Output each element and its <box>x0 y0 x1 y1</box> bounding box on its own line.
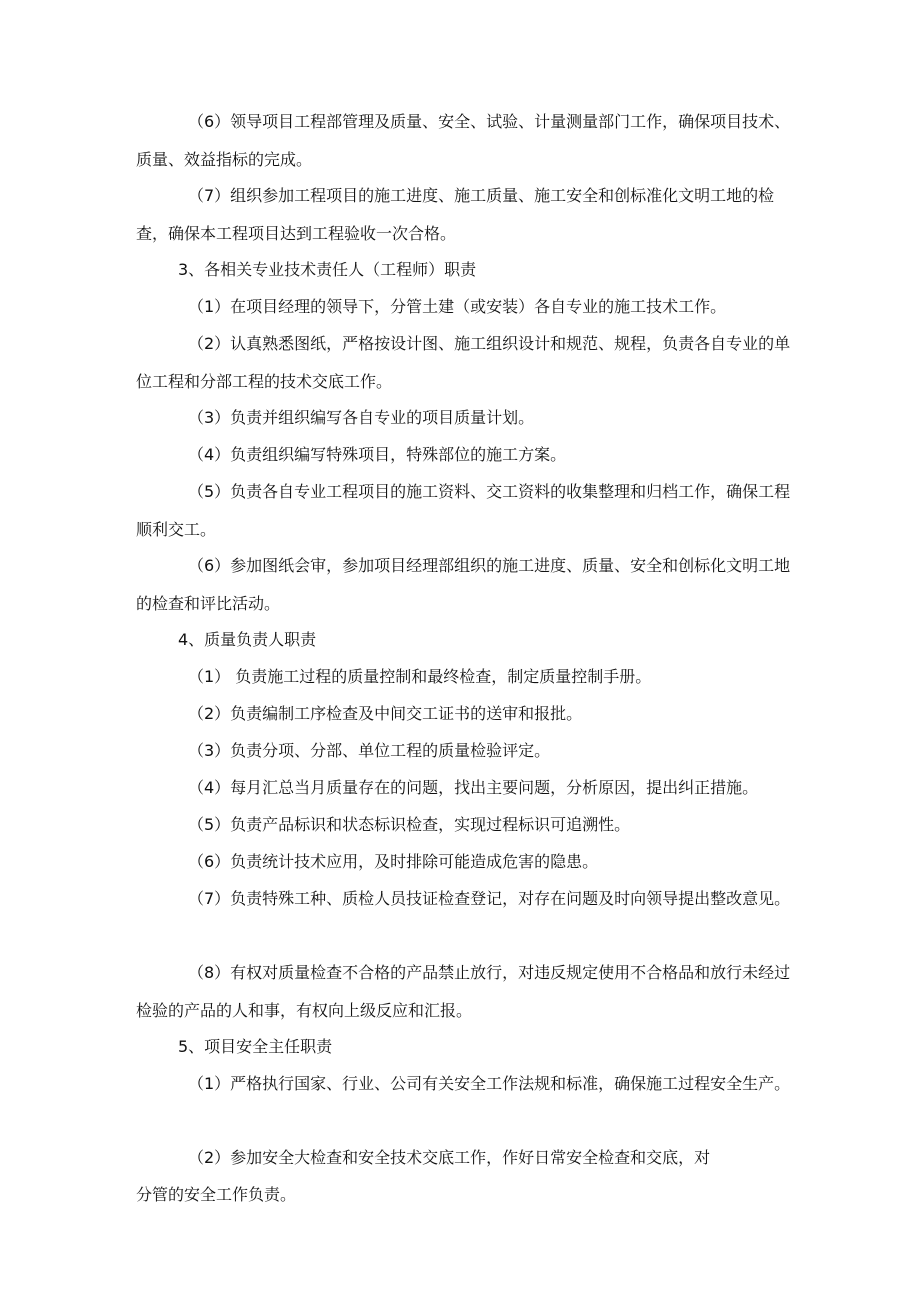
paragraph-5-1: （1）严格执行国家、行业、公司有关安全工作法规和标准，确保施工过程安全生产。 <box>188 1074 791 1093</box>
paragraph-3-3: （3）负责并组织编写各自专业的项目质量计划。 <box>188 408 535 427</box>
paragraph-4-2: （2）负责编制工序检查及中间交工证书的送审和报批。 <box>188 704 583 723</box>
paragraph-3-5: （5）负责各自专业工程项目的施工资料、交工资料的收集整理和归档工作，确保工程顺利交工。 <box>136 482 791 539</box>
paragraph-3-6: （6）参加图纸会审，参加项目经理部组织的施工进度、质量、安全和创标化文明工地的检查和评比活动。 <box>136 556 791 613</box>
paragraph-4-8: （8）有权对质量检查不合格的产品禁止放行，对违反规定使用不合格品和放行未经过检验的产品的人和事，有权向上级反应和汇报。 <box>136 963 791 1020</box>
section-heading-4: 4、质量负责人职责 <box>178 630 317 649</box>
paragraph-3-1: （1）在项目经理的领导下，分管土建（或安装）各自专业的施工技术工作。 <box>188 297 727 316</box>
paragraph-5-2-line-1: （2）参加安全大检查和安全技术交底工作，作好日常安全检查和交底，对 <box>188 1148 711 1167</box>
section-heading-3: 3、各相关专业技术责任人（工程师）职责 <box>178 260 477 279</box>
paragraph-4-1: （1） 负责施工过程的质量控制和最终检查，制定质量控制手册。 <box>188 667 652 686</box>
paragraph-4-7: （7）负责特殊工种、质检人员技证检查登记，对存在问题及时向领导提出整改意见。 <box>188 889 791 908</box>
paragraph-3-4: （4）负责组织编写特殊项目，特殊部位的施工方案。 <box>188 445 567 464</box>
paragraph-7-organize-inspection: （7）组织参加工程项目的施工进度、施工质量、施工安全和创标准化文明工地的检查，确保本工程项目达到工程验收一次合格。 <box>136 186 775 243</box>
paragraph-4-4: （4）每月汇总当月质量存在的问题，找出主要问题，分析原因，提出纠正措施。 <box>188 778 759 797</box>
paragraph-5-2-line-2: 分管的安全工作负责。 <box>136 1185 297 1204</box>
section-heading-5: 5、项目安全主任职责 <box>178 1037 333 1056</box>
paragraph-4-6: （6）负责统计技术应用，及时排除可能造成危害的隐患。 <box>188 852 599 871</box>
paragraph-4-3: （3）负责分项、分部、单位工程的质量检验评定。 <box>188 741 551 760</box>
paragraph-6-lead-engineering: （6）领导项目工程部管理及质量、安全、试验、计量测量部门工作，确保项目技术、质量、效益指标的完成。 <box>136 112 791 169</box>
paragraph-4-5: （5）负责产品标识和状态标识检查，实现过程标识可追溯性。 <box>188 815 631 834</box>
paragraph-3-2: （2）认真熟悉图纸，严格按设计图、施工组织设计和规范、规程，负责各自专业的单位工程和分部工程的技术交底工作。 <box>136 334 791 391</box>
